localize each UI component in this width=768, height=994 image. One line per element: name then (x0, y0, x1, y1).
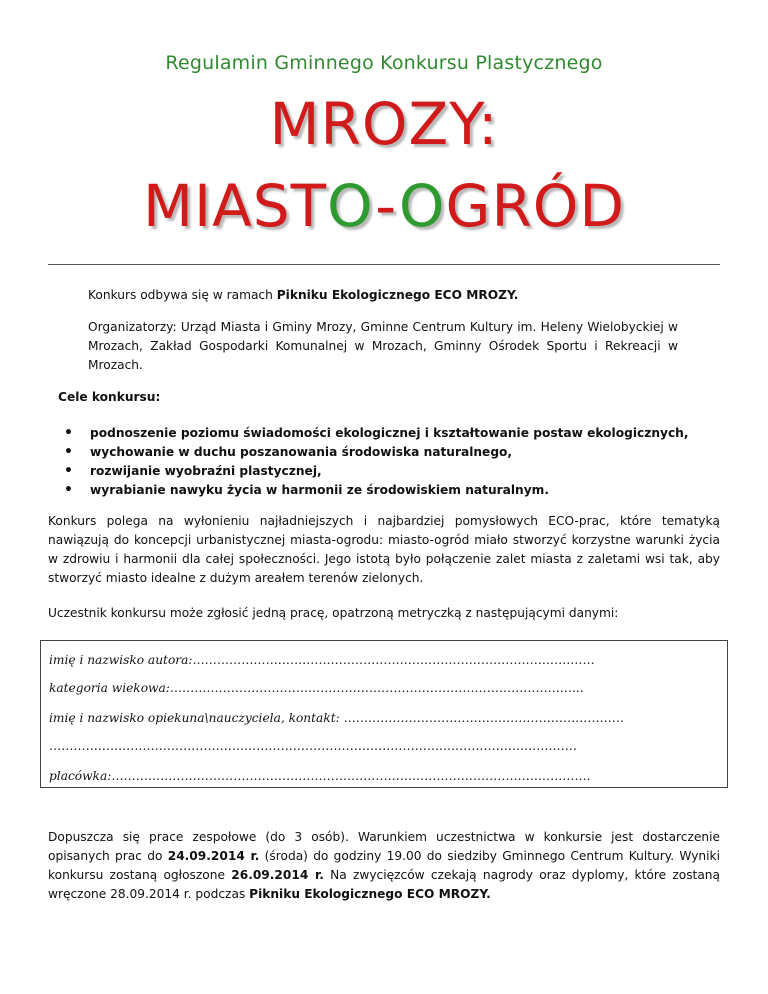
title-part: MIAST (142, 172, 328, 240)
description-paragraph: Konkurs polega na wyłonieniu najładniejszych i najbardziej pomysłowych ECO-prac, które tematyką nawiązują do koncepcji urbanistycznej miasta-ogrodu: miasto-ogród miało stworzyć korzystne warunki życia w zdrowiu i harmonii dla całej społeczności. Jego istotą było połączenie zalet miasta z zaletami wsi tak, aby stworzyć miasto idealne z dużym areałem terenów zielonych. (48, 514, 720, 585)
organizers-paragraph: Organizatorzy: Urząd Miasta i Gminy Mrozy, Gminne Centrum Kultury im. Heleny Wielobyckiej w Mrozach, Zakład Gospodarki Komunalnej w Mrozach, Gminny Ośrodek Sportu i Rekreacji w Mrozach. (88, 320, 678, 372)
results-date: 26.09.2014 r. (231, 868, 324, 882)
institution-field: placówka:………………………………………………………………………………………………………. (49, 769, 591, 783)
title-part-green: O (398, 172, 446, 240)
intro-event-name: Pikniku Ekologicznego ECO MROZY. (276, 288, 519, 302)
guardian-field-continued: …………………………………………………………………………………….…………………………… (49, 739, 577, 753)
goal-item: • wyrabianie nawyku życia w harmonii ze środowiskiem naturalnym. (64, 481, 724, 500)
title-part: GRÓD (445, 172, 626, 240)
title-part: - (375, 172, 399, 240)
deadline-date: 24.09.2014 r. (167, 849, 260, 863)
title-line-2 (0, 172, 768, 240)
goals-heading: Cele konkursu: (58, 390, 161, 404)
closing-event-name: Pikniku Ekologicznego ECO MROZY. (249, 887, 491, 901)
document-subtitle: Regulamin Gminnego Konkursu Plastycznego (165, 52, 603, 74)
closing-paragraph (48, 828, 720, 904)
guardian-field: imię i nazwisko opiekuna\nauczyciela, kontakt: …………………………………………………………… (49, 711, 624, 725)
form-intro: Uczestnik konkursu może zgłosić jedną pracę, opatrzoną metryczką z następującymi danymi: (48, 606, 619, 620)
goal-item: • podnoszenie poziomu świadomości ekologicznej i kształtowanie postaw ekologicznych, (64, 424, 724, 443)
closing-text: Dopuszcza się prace zespołowe (do 3 osób). Warunkiem uczestnictwa w konkursie jest dostarczenie opisanych prac do (48, 830, 720, 863)
entry-form-box (40, 640, 728, 788)
title-part-green: O (327, 172, 376, 240)
goals-list (64, 424, 724, 500)
age-category-field: kategoria wiekowa:…………………………………………………………………………………….….. (49, 681, 584, 695)
intro-text: Konkurs odbywa się w ramach (88, 288, 277, 302)
goal-item: • rozwijanie wyobraźni plastycznej, (64, 462, 724, 481)
closing-text: Na zwycięzców czekają nagrody oraz dyplomy, które zostaną wręczone 28.09.2014 r. podczas (48, 868, 720, 901)
goal-item: • wychowanie w duchu poszanowania środowiska naturalnego, (64, 443, 724, 462)
closing-text: (środa) do godziny 19.00 do siedziby Gminnego Centrum Kultury. Wyniki konkursu zostaną ogłoszone (48, 849, 720, 882)
author-name-field: imię i nazwisko autora:……………………………………………………………………………………… (49, 653, 595, 667)
title-line-1: MROZY: (269, 90, 499, 158)
intro-paragraph (88, 286, 678, 305)
horizontal-divider (48, 264, 720, 265)
